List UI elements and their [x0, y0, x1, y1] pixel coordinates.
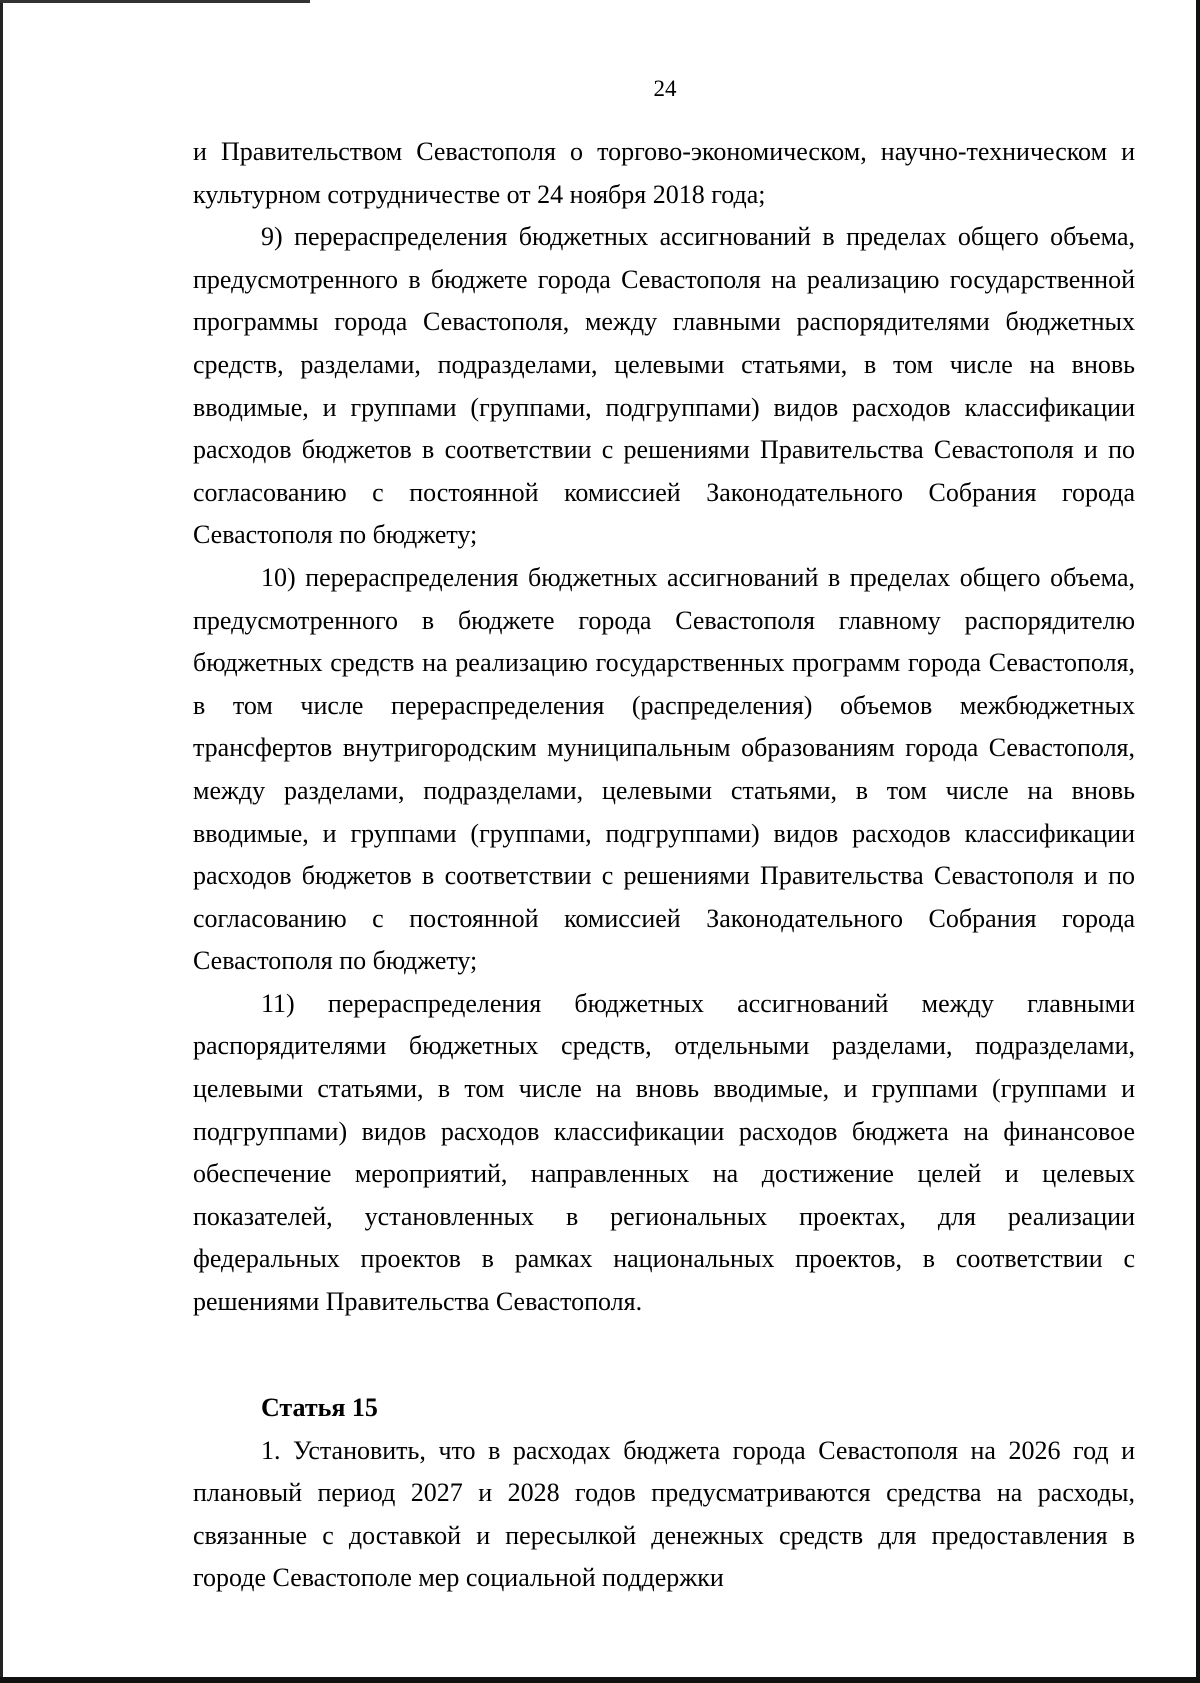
article-paragraph-1: 1. Установить, что в расходах бюджета города Севастополя на 2026 год и плановый период 2027 и 2028 годов предусматриваются средства на расходы, связанные с доставкой и пересылкой денежных средств для предоставления в городе Севастополе мер социальной поддержки: [193, 1435, 1135, 1593]
page-border-top: [0, 0, 310, 3]
paragraph-item-9: 9) перераспределения бюджетных ассигнований в пределах общего объема, предусмотренного в бюджете города Севастополя на реализацию государственной программы города Севастополя, между главными распорядителями бюджетных средств, разделами, подразделами, целевыми статьями, в том числе на вновь вводимые, и группами (группами, подгруппами) видов расходов классификации расходов бюджетов в соответствии с решениями Правительства Севастополя и по согласованию с постоянной комиссией Законодательного Собрания города Севастополя по бюджету;: [193, 222, 1135, 550]
document-body: [193, 131, 1135, 1600]
paragraph-item-11: 11) перераспределения бюджетных ассигнований между главными распорядителями бюджетных средств, отдельными разделами, подразделами, целевыми статьями, в том числе на вновь вводимые, и группами (группами и подгруппами) видов расходов классификации расходов бюджета на финансовое обеспечение мероприятий, направленных на достижение целей и целевых показателей, установленных в региональных проектах, для реализации федеральных проектов в рамках национальных проектов, в соответствии с решениями Правительства Севастополя.: [193, 988, 1135, 1317]
paragraph-item-10: 10) перераспределения бюджетных ассигнований в пределах общего объема, предусмотренного в бюджете города Севастополя главному распорядителю бюджетных средств на реализацию государственных программ города Севастополя, в том числе перераспределения (распределения) объемов межбюджетных трансфертов внутригородским муниципальным образованиям города Севастополя, между разделами, подразделами, целевыми статьями, в том числе на вновь вводимые, и группами (группами, подгруппами) видов расходов классификации расходов бюджетов в соответствии с решениями Правительства Севастополя и по согласованию с постоянной комиссией Законодательного Собрания города Севастополя по бюджету;: [193, 562, 1135, 976]
page-border-bottom: [0, 1677, 1200, 1683]
page-number: 24: [653, 76, 677, 101]
paragraph-continuation: и Правительством Севастополя о торгово-экономическом, научно-техническом и культурном сотрудничестве от 24 ноября 2018 года;: [193, 137, 1135, 209]
article-heading: Статья 15: [261, 1392, 378, 1422]
page-border-left: [0, 0, 3, 1683]
page-border-right: [1196, 0, 1200, 1683]
